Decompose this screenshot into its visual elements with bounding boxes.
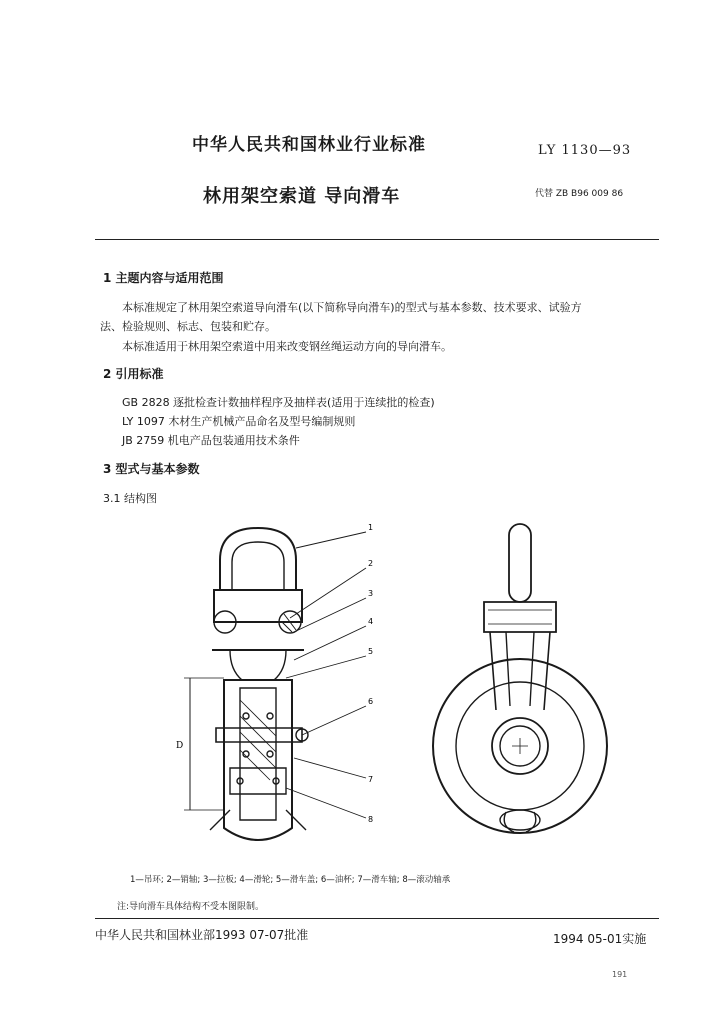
page-number: 191 — [612, 970, 628, 979]
standard-code: LY 1130—93 — [538, 143, 632, 158]
section-2-heading: 2 引用标准 — [103, 367, 164, 381]
section-3-1-heading: 3.1 结构图 — [103, 492, 157, 505]
header-rule — [95, 239, 659, 240]
figure-note: 注:导向滑车具体结构不受本图限制。 — [117, 902, 265, 912]
implementation-date: 1994 05-01实施 — [553, 932, 647, 946]
issuing-organization: 中华人民共和国林业行业标准 — [192, 135, 426, 155]
section-3-heading: 3 型式与基本参数 — [103, 462, 200, 476]
sectional-view — [184, 528, 308, 840]
reference-item: JB 2759 机电产品包装通用技术条件 — [122, 434, 300, 447]
dimension-label: D — [176, 741, 184, 751]
footer-rule — [95, 918, 659, 919]
callout-leaders — [286, 532, 366, 818]
structure-diagram — [170, 510, 620, 870]
callout-label: 2 — [368, 559, 374, 568]
callout-label: 7 — [368, 775, 374, 784]
callout-label: 8 — [368, 815, 374, 824]
section-1-heading: 1 主题内容与适用范围 — [103, 271, 224, 285]
callout-label: 1 — [368, 523, 374, 532]
reference-item: GB 2828 逐批检查计数抽样程序及抽样表(适用于连续批的检查) — [122, 396, 435, 409]
figure-legend: 1—吊环; 2—销轴; 3—拉板; 4—滑轮; 5—滑车盖; 6—油杯; 7—滑车轴; 8—滚动轴承 — [130, 875, 451, 885]
document-title: 林用架空索道 导向滑车 — [203, 186, 401, 207]
section-1-para1-line1: 本标准规定了林用架空索道导向滑车(以下简称导向滑车)的型式与基本参数、技术要求、试验方 — [122, 301, 582, 314]
section-1-para2: 本标准适用于林用架空索道中用来改变钢丝绳运动方向的导向滑车。 — [122, 340, 452, 353]
reference-item: LY 1097 木材生产机械产品命名及型号编制规则 — [122, 415, 356, 428]
callout-label: 4 — [368, 617, 374, 626]
side-view — [433, 524, 607, 833]
section-1-para1-line2: 法、检验规则、标志、包装和贮存。 — [100, 320, 276, 333]
replaces-note: 代替 ZB B96 009 86 — [535, 189, 624, 199]
callout-label: 6 — [368, 697, 374, 706]
callout-label: 3 — [368, 589, 374, 598]
callout-label: 5 — [368, 647, 374, 656]
approval-line: 中华人民共和国林业部1993 07-07批准 — [95, 928, 309, 942]
